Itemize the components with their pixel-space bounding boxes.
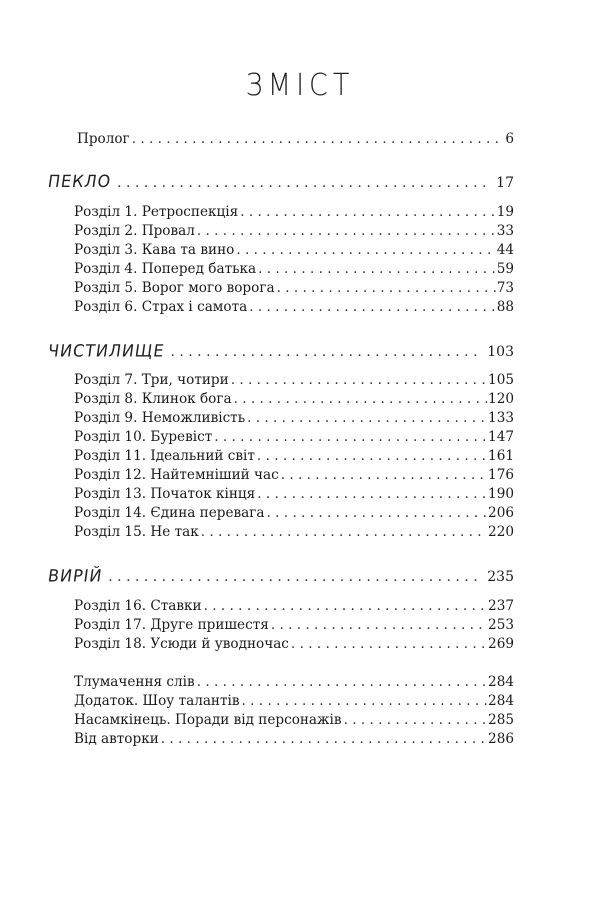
dot-leader <box>231 371 487 389</box>
part-heading-purgatory[interactable] <box>48 340 514 362</box>
toc-entry[interactable] <box>74 673 514 691</box>
part-label: ЧИСТИЛИЩЕ <box>46 340 166 361</box>
entry-page: 33 <box>496 223 514 239</box>
entry-page: 59 <box>496 261 514 277</box>
toc-entry[interactable] <box>74 692 514 710</box>
dot-leader <box>267 504 488 522</box>
dot-leader <box>242 692 488 710</box>
dot-leader <box>214 428 487 446</box>
toc-entry[interactable] <box>74 428 514 446</box>
entry-page: 6 <box>505 131 514 147</box>
entry-page: 253 <box>488 617 514 633</box>
toc-entry[interactable] <box>74 203 514 221</box>
entry-page: 176 <box>488 467 514 483</box>
entry-page: 206 <box>488 505 514 521</box>
toc-entry[interactable] <box>74 730 514 748</box>
entry-label: Розділ 16. Ставки <box>74 598 202 614</box>
toc-entry[interactable] <box>74 635 514 653</box>
entry-label: Насамкінець. Поради від персонажів <box>74 712 342 728</box>
part-page: 17 <box>496 175 514 191</box>
entry-label: Розділ 7. Три, чотири <box>74 372 229 388</box>
toc-entry[interactable] <box>74 616 514 634</box>
entry-page: 286 <box>488 731 514 747</box>
entry-page: 120 <box>488 391 514 407</box>
dot-leader <box>197 673 487 691</box>
entry-label: Розділ 11. Ідеальний світ <box>74 448 255 464</box>
entry-label: Розділ 1. Ретроспекція <box>74 204 239 220</box>
dot-leader <box>281 466 487 484</box>
dot-leader <box>258 260 496 278</box>
entry-label: Від авторки <box>74 731 159 747</box>
entry-page: 190 <box>488 486 514 502</box>
toc-entry[interactable] <box>74 371 514 389</box>
dot-leader <box>170 341 481 363</box>
entry-page: 269 <box>488 636 514 652</box>
toc-entry[interactable] <box>74 504 514 522</box>
entry-label: Додаток. Шоу талантів <box>74 693 240 709</box>
entry-label: Розділ 3. Кава та вино <box>74 242 235 258</box>
entry-label: Розділ 2. Провал <box>74 223 195 239</box>
toc-entry[interactable] <box>74 711 514 729</box>
toc-entry[interactable] <box>74 447 514 465</box>
toc-entry[interactable] <box>74 466 514 484</box>
toc-entry[interactable] <box>74 260 514 278</box>
part-page: 235 <box>487 569 514 585</box>
toc-entry[interactable] <box>74 279 514 297</box>
entry-page: 284 <box>488 674 514 690</box>
dot-leader <box>117 172 490 194</box>
dot-leader <box>271 616 487 634</box>
dot-leader <box>257 447 487 465</box>
toc-entry[interactable] <box>74 222 514 240</box>
dot-leader <box>344 711 487 729</box>
entry-page: 285 <box>488 712 514 728</box>
entry-label: Розділ 5. Ворог мого ворога <box>74 280 275 296</box>
entry-page: 237 <box>488 598 514 614</box>
entry-label: Розділ 18. Усюди й уводночас <box>74 636 289 652</box>
entry-label: Розділ 6. Страх і самота <box>74 299 248 315</box>
entry-page: 220 <box>488 524 514 540</box>
toc-entry[interactable] <box>74 390 514 408</box>
dot-leader <box>291 635 487 653</box>
part-heading-viriy[interactable] <box>48 565 514 587</box>
entry-label: Розділ 13. Початок кінця <box>74 486 256 502</box>
entry-label: Розділ 8. Клинок бога <box>74 391 232 407</box>
entry-page: 44 <box>496 242 514 258</box>
toc-entry[interactable] <box>74 485 514 503</box>
toc-entry[interactable] <box>74 597 514 615</box>
toc-entry[interactable] <box>74 523 514 541</box>
part-label: ВИРІЙ <box>46 565 104 586</box>
entry-page: 19 <box>496 204 514 220</box>
entry-label: Розділ 17. Друге пришестя <box>74 617 269 633</box>
entry-page: 133 <box>488 410 514 426</box>
entry-page: 73 <box>496 280 514 296</box>
entry-page: 161 <box>488 448 514 464</box>
dot-leader <box>204 597 487 615</box>
entry-label: Розділ 4. Поперед батька <box>74 261 257 277</box>
toc-entry[interactable] <box>74 298 514 316</box>
dot-leader <box>234 390 487 408</box>
part-label: ПЕКЛО <box>46 171 113 192</box>
entry-page: 88 <box>496 299 514 315</box>
entry-page: 147 <box>488 429 514 445</box>
dot-leader <box>197 222 496 240</box>
page-title: ЗМІСТ <box>245 68 355 103</box>
entry-label: Пролог <box>77 131 130 147</box>
entry-page: 284 <box>488 693 514 709</box>
entry-label: Розділ 10. Буревіст <box>74 429 213 445</box>
dot-leader <box>257 485 487 503</box>
toc-entry-prologue[interactable] <box>77 130 514 148</box>
dot-leader <box>277 279 496 297</box>
entry-label: Тлумачення слів <box>74 674 195 690</box>
toc-entry[interactable] <box>74 409 514 427</box>
dot-leader <box>161 730 487 748</box>
entry-label: Розділ 15. Не так <box>74 524 199 540</box>
dot-leader <box>247 409 487 427</box>
dot-leader <box>236 241 495 259</box>
dot-leader <box>108 566 481 588</box>
entry-page: 105 <box>488 372 514 388</box>
part-page: 103 <box>487 344 514 360</box>
entry-label: Розділ 14. Єдина перевага <box>74 505 265 521</box>
dot-leader <box>132 130 505 148</box>
part-heading-hell[interactable] <box>48 171 514 193</box>
dot-leader <box>249 298 495 316</box>
entry-label: Розділ 12. Найтемніший час <box>74 467 279 483</box>
dot-leader <box>201 523 487 541</box>
toc-entry[interactable] <box>74 241 514 259</box>
entry-label: Розділ 9. Неможливість <box>74 410 246 426</box>
dot-leader <box>240 203 496 221</box>
